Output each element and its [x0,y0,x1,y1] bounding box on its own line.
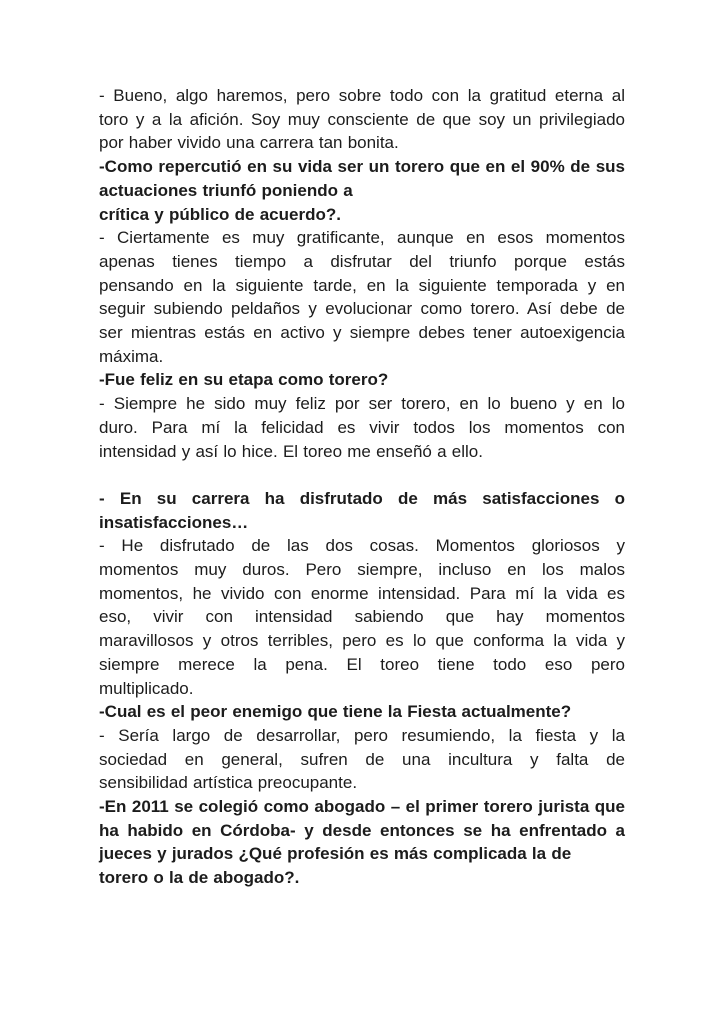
answer-line: por haber vivido una carrera tan bonita. [99,133,399,153]
answer-line: máxima. [99,346,164,366]
question-line: - En su carrera ha disfrutado de más satisfacciones o [99,488,625,508]
answer-line: - He disfrutado de las dos cosas. Momentos gloriosos y [99,536,625,556]
answer-line: sociedad en general, sufren de una incultura y falta de [99,749,625,769]
interview-text-block [99,84,625,890]
question-line: -En 2011 se colegió como abogado – el primer torero jurista que [99,797,625,817]
answer-line: sensibilidad artística preocupante. [99,773,358,793]
answer-line: multiplicado. [99,678,194,698]
answer-line: intensidad y así lo hice. El toreo me enseñó a ello. [99,441,483,461]
question-line: crítica y público de acuerdo?. [99,204,341,224]
answer-line: - Sería largo de desarrollar, pero resumiendo, la fiesta y la [99,725,625,745]
answer-line: pensando en la siguiente tarde, en la siguiente temporada y en [99,275,625,295]
answer-line: eso, vivir con intensidad sabiendo que hay momentos [99,607,625,627]
answer-line: apenas tienes tiempo a disfrutar del triunfo porque estás [99,251,625,271]
answer-line: siempre merece la pena. El toreo tiene todo eso pero [99,654,625,674]
question-line: ha habido en Córdoba- y desde entonces se ha enfrentado a [99,820,625,840]
question-line: jueces y jurados ¿Qué profesión es más complicada la de [99,844,572,864]
question-line: actuaciones triunfó poniendo a [99,180,353,200]
answer-line: toro y a la afición. Soy muy consciente de que soy un privilegiado [99,109,625,129]
answer-line: - Ciertamente es muy gratificante, aunque en esos momentos [99,228,625,248]
answer-line: seguir subiendo peldaños y evolucionar como torero. Así debe de [99,299,625,319]
question-line: torero o la de abogado?. [99,868,300,888]
question-line: -Cual es el peor enemigo que tiene la Fiesta actualmente? [99,702,572,722]
answer-line: ser mientras estás en activo y siempre debes tener autoexigencia [99,323,625,343]
question-line: -Fue feliz en su etapa como torero? [99,370,389,390]
blank-line [99,463,625,487]
answer-line: duro. Para mí la felicidad es vivir todos los momentos con [99,417,625,437]
answer-line: maravillosos y otros terribles, pero es lo que conforma la vida y [99,631,625,651]
answer-line: - Siempre he sido muy feliz por ser torero, en lo bueno y en lo [99,394,625,414]
question-line: insatisfacciones… [99,512,249,532]
question-line: -Como repercutió en su vida ser un torero que en el 90% de sus [99,157,625,177]
answer-line: momentos, he vivido con enorme intensidad. Para mí la vida es [99,583,625,603]
answer-line: momentos muy duros. Pero siempre, incluso en los malos [99,560,625,580]
answer-line: - Bueno, algo haremos, pero sobre todo con la gratitud eterna al [99,86,625,105]
